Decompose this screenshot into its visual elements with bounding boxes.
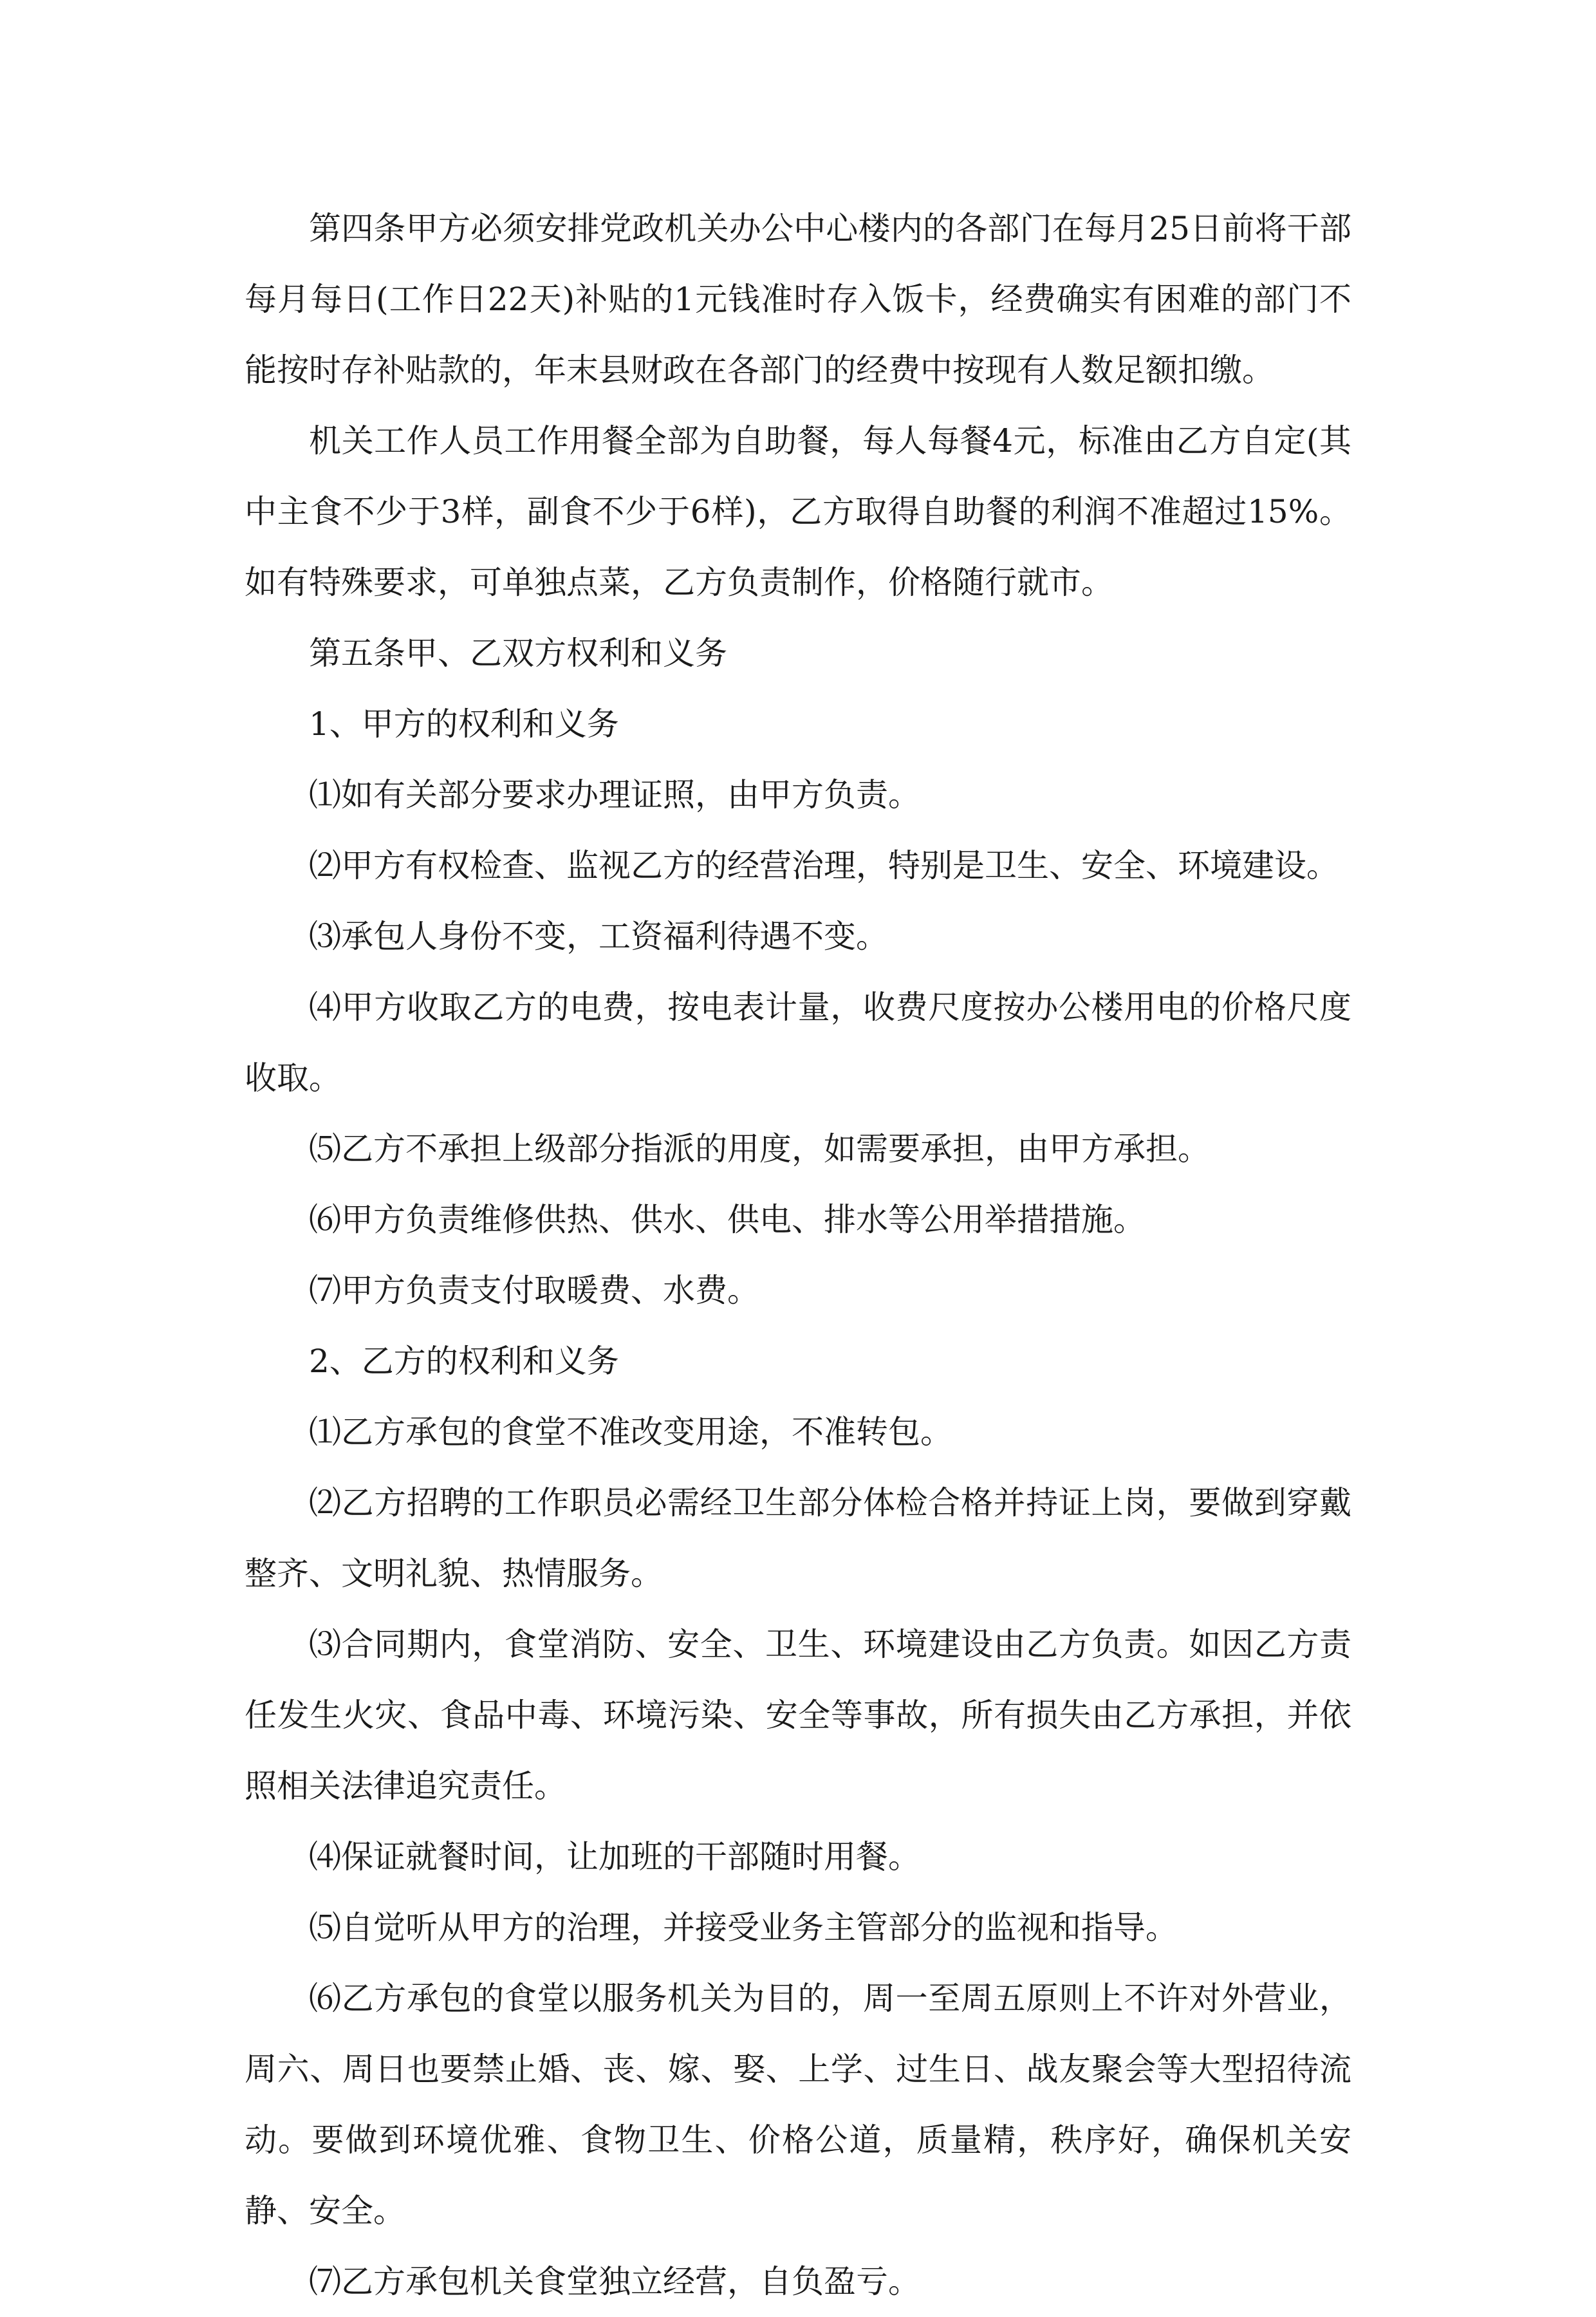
- list-item-b-6: ⑹乙方承包的食堂以服务机关为目的，周一至周五原则上不许对外营业，周六、周日也要禁止婚、丧、嫁、娶、上学、过生日、战友聚会等大型招待流动。要做到环境优雅、食物卫生、价格公道，质量精，秩序好，确保机关安静、安全。: [245, 1980, 1351, 2229]
- paragraph-article-4: 第四条甲方必须安排党政机关办公中心楼内的各部门在每月25日前将干部每月每日(工作日22天)补贴的1元钱准时存入饭卡，经费确实有困难的部门不能按时存补贴款的，年末县财政在各部门的经费中按现有人数足额扣缴。: [245, 210, 1351, 389]
- list-item-a-5: ⑸乙方不承担上级部分指派的用度，如需要承担，由甲方承担。: [309, 1130, 1210, 1168]
- list-item-b-2: ⑵乙方招聘的工作职员必需经卫生部分体检合格并持证上岗，要做到穿戴整齐、文明礼貌、热情服务。: [245, 1484, 1351, 1592]
- list-item-b-5: ⑸自觉听从甲方的治理，并接受业务主管部分的监视和指导。: [309, 1909, 1178, 1946]
- list-item-a-2: ⑵甲方有权检查、监视乙方的经营治理，特别是卫生、安全、环境建设。: [309, 847, 1339, 884]
- list-item-b-3: ⑶合同期内，食堂消防、安全、卫生、环境建设由乙方负责。如因乙方责任发生火灾、食品中毒、环境污染、安全等事故，所有损失由乙方承担，并依照相关法律追究责任。: [245, 1626, 1351, 1805]
- list-item-a-6: ⑹甲方负责维修供热、供水、供电、排水等公用举措措施。: [309, 1201, 1146, 1238]
- list-item-b-4: ⑷保证就餐时间，让加班的干部随时用餐。: [309, 1838, 920, 1875]
- paragraph-self-service-meal: 机关工作人员工作用餐全部为自助餐，每人每餐4元，标准由乙方自定(其中主食不少于3样，副食不少于6样)，乙方取得自助餐的利润不准超过15%。如有特殊要求，可单独点菜，乙方负责制作，价格随行就市。: [245, 422, 1351, 601]
- document-body: [245, 193, 1351, 2317]
- heading-article-5: 第五条甲、乙双方权利和义务: [309, 635, 727, 672]
- list-item-b-1: ⑴乙方承包的食堂不准改变用途，不准转包。: [309, 1413, 952, 1451]
- list-item-a-3: ⑶承包人身份不变，工资福利待遇不变。: [309, 918, 888, 955]
- list-item-b-7: ⑺乙方承包机关食堂独立经营，自负盈亏。: [309, 2263, 920, 2300]
- list-item-a-4: ⑷甲方收取乙方的电费，按电表计量，收费尺度按办公楼用电的价格尺度收取。: [245, 989, 1351, 1097]
- list-item-a-1: ⑴如有关部分要求办理证照，由甲方负责。: [309, 776, 920, 814]
- list-item-a-7: ⑺甲方负责支付取暖费、水费。: [309, 1272, 759, 1309]
- heading-party-a-rights: 1、甲方的权利和义务: [309, 705, 619, 743]
- heading-party-b-rights: 2、乙方的权利和义务: [309, 1343, 619, 1380]
